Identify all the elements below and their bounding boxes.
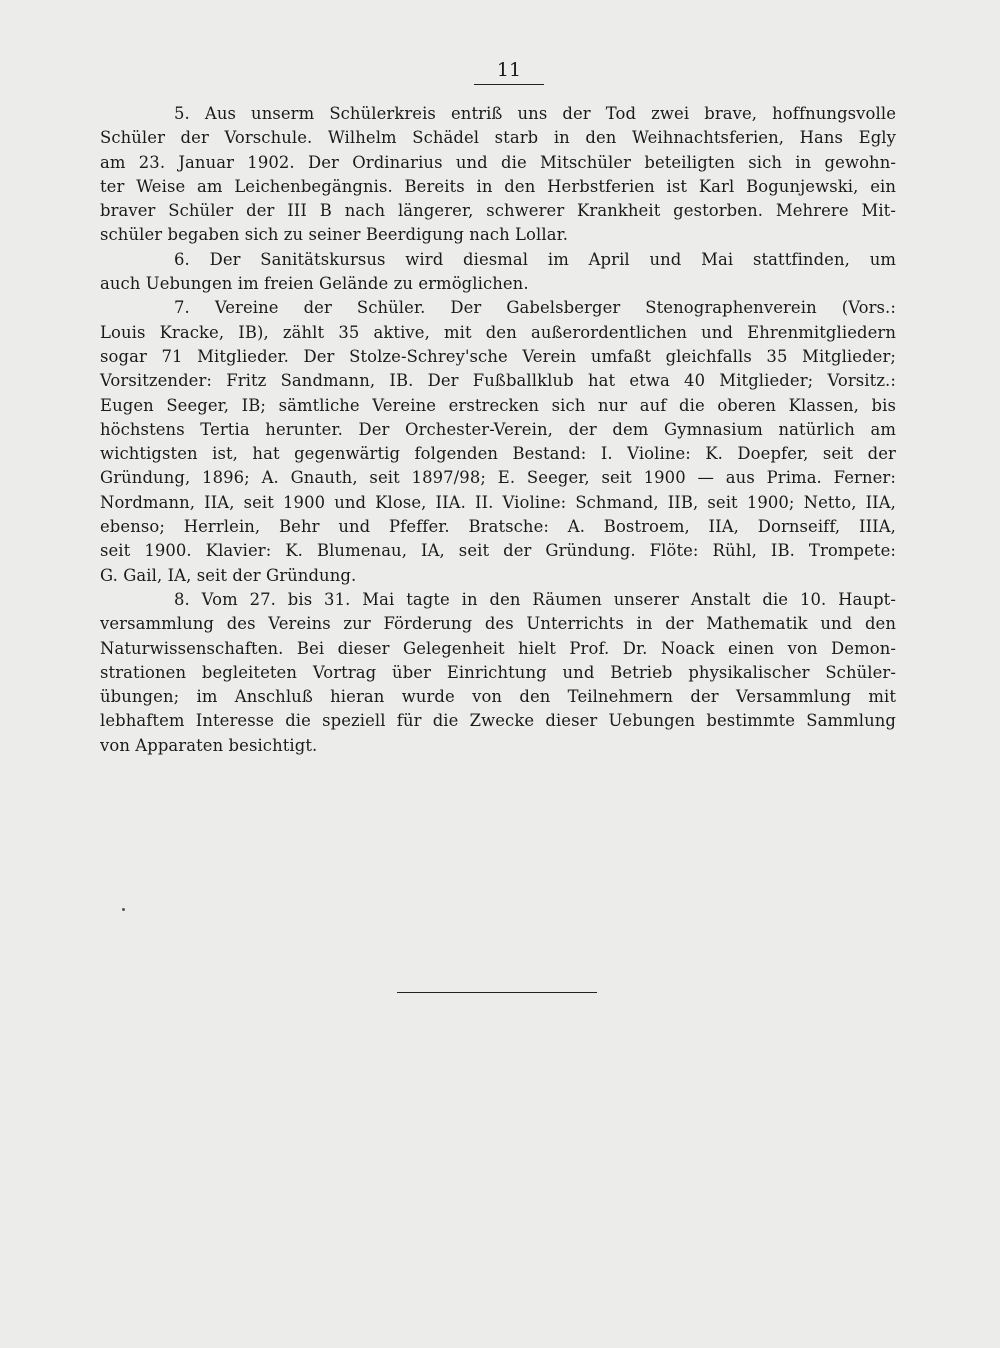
- text-line: sogar 71 Mitglieder. Der Stolze-Schrey'sche Verein umfaßt gleichfalls 35 Mitglieder;: [100, 346, 896, 366]
- text-line: seit 1900. Klavier: K. Blumenau, IA, seit der Gründung. Flöte: Rühl, IB. Trompete:: [100, 541, 896, 561]
- text-line: Eugen Seeger, IB; sämtliche Vereine erstrecken sich nur auf die oberen Klassen, bis: [100, 395, 896, 415]
- text-line: 5. Aus unserm Schülerkreis entriß uns der Tod zwei brave, hoffnungsvolle: [174, 104, 896, 123]
- text-line: Naturwissenschaften. Bei dieser Gelegenheit hielt Prof. Dr. Noack einen von Demon-: [100, 638, 896, 658]
- text-line: wichtigsten ist, hat gegenwärtig folgenden Bestand: I. Violine: K. Doepfer, seit der: [100, 444, 896, 464]
- text-line: übungen; im Anschluß hieran wurde von den Teilnehmern der Versammlung mit: [100, 687, 896, 707]
- text-line: ebenso; Herrlein, Behr und Pfeffer. Bratsche: A. Bostroem, IIA, Dornseiff, IIIA,: [100, 517, 896, 537]
- text-line: schüler begaben sich zu seiner Beerdigung nach Lollar.: [100, 225, 569, 245]
- text-line: höchstens Tertia herunter. Der Orchester-Verein, der dem Gymnasium natürlich am: [100, 419, 896, 439]
- text-line: lebhaftem Interesse die speziell für die Zwecke dieser Uebungen bestimmte Sammlung: [100, 711, 896, 731]
- text-line: am 23. Januar 1902. Der Ordinarius und die Mitschüler beteiligten sich in gewohn-: [100, 152, 896, 172]
- text-line: von Apparaten besichtigt.: [100, 735, 318, 755]
- page-number-rule: [474, 84, 544, 85]
- text-line: Vorsitzender: Fritz Sandmann, IB. Der Fußballklub hat etwa 40 Mitglieder; Vorsitz.:: [100, 371, 896, 391]
- text-line: Schüler der Vorschule. Wilhelm Schädel starb in den Weihnachtsferien, Hans Egly: [100, 128, 896, 148]
- text-line: braver Schüler der III B nach längerer, schwerer Krankheit gestorben. Mehrere Mit-: [100, 201, 896, 221]
- text-line: Nordmann, IIA, seit 1900 und Klose, IIA. II. Violine: Schmand, IIB, seit 1900; Netto, IIA,: [100, 492, 896, 512]
- page-number: 11: [496, 59, 522, 81]
- page-number-block: [474, 58, 544, 85]
- end-rule: [397, 992, 597, 993]
- text-line: Gründung, 1896; A. Gnauth, seit 1897/98; E. Seeger, seit 1900 — aus Prima. Ferner:: [100, 468, 896, 488]
- text-line: 6. Der Sanitätskursus wird diesmal im April und Mai stattfinden, um: [174, 249, 896, 269]
- text-line: auch Uebungen im freien Gelände zu ermöglichen.: [100, 274, 529, 294]
- text-line: 7. Vereine der Schüler. Der Gabelsberger Stenographenverein (Vors.:: [174, 298, 896, 318]
- text-line: G. Gail, IA, seit der Gründung.: [100, 565, 357, 585]
- text-line: versammlung des Vereins zur Förderung des Unterrichts in der Mathematik und den: [100, 614, 896, 634]
- paper-speck: [122, 908, 125, 911]
- text-line: 8. Vom 27. bis 31. Mai tagte in den Räumen unserer Anstalt die 10. Haupt-: [174, 589, 896, 609]
- text-line: strationen begleiteten Vortrag über Einrichtung und Betrieb physikalischer Schüler-: [100, 662, 896, 682]
- body-text: [100, 102, 896, 758]
- text-line: ter Weise am Leichenbegängnis. Bereits in den Herbstferien ist Karl Bogunjewski, ein: [100, 176, 896, 196]
- text-line: Louis Kracke, IB), zählt 35 aktive, mit den außerordentlichen und Ehrenmitgliedern: [100, 322, 896, 342]
